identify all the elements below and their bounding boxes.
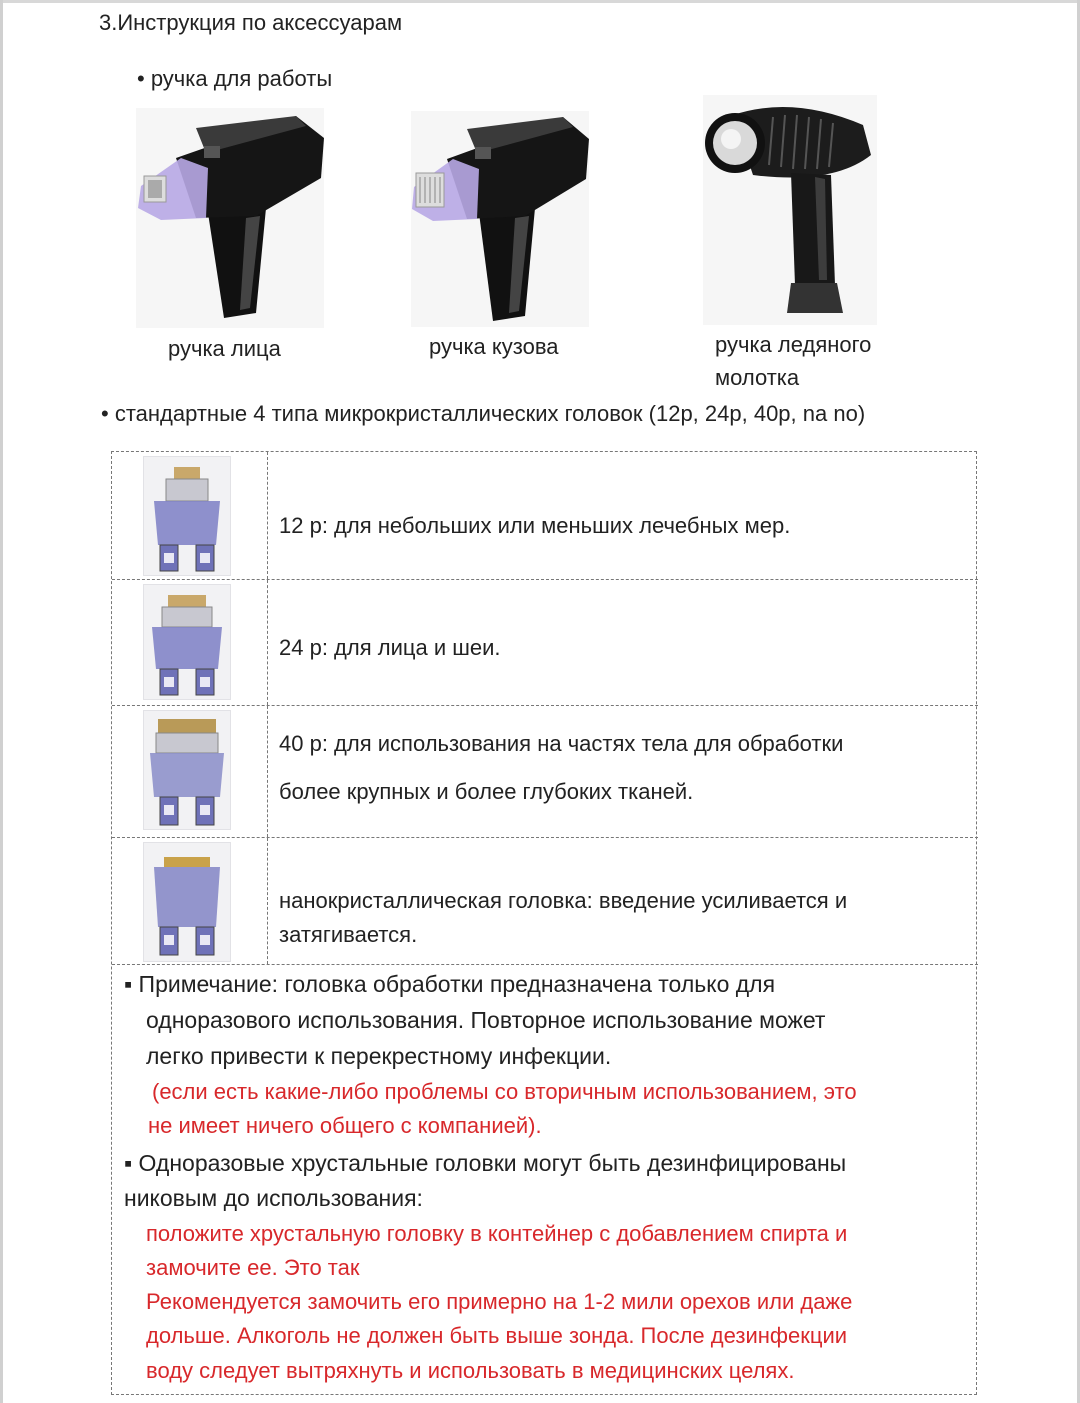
note2-red-line3: Рекомендуется замочить его примерно на 1-2 мили орехов или даже (146, 1289, 853, 1314)
face-handle-caption: ручка лица (168, 336, 281, 361)
note1-line3: легко привести к перекрестному инфекции. (146, 1043, 612, 1069)
heads-table (111, 451, 977, 1395)
head-40p-image (143, 710, 231, 830)
head-row-24p (112, 580, 978, 706)
ice-hammer-caption-line2: молотка (715, 365, 800, 390)
note2-red-line5: воду следует вытряхнуть и использовать в медицинских целях. (146, 1358, 795, 1383)
head-image-cell (112, 706, 268, 837)
head-nano-text (279, 884, 847, 952)
note2-line2: никовым до использования: (124, 1185, 423, 1211)
head-12p-image (143, 456, 231, 576)
note2-red-line2: замочите ее. Это так (146, 1255, 360, 1280)
note2-line1: ▪ Одноразовые хрустальные головки могут быть дезинфицированы (124, 1150, 847, 1176)
note1-line2: одноразового использования. Повторное использование может (146, 1007, 826, 1033)
page-top-edge (0, 0, 1080, 3)
face-handle-image (136, 108, 324, 328)
head-nano-text-line2: затягивается. (279, 922, 418, 947)
head-40p-text-line2: более крупных и более глубоких тканей. (279, 779, 694, 804)
section-heading: 3.Инструкция по аксессуарам (99, 10, 403, 35)
note1-red-line2: не имеет ничего общего с компанией). (148, 1113, 542, 1138)
head-40p-text (279, 720, 843, 816)
note1-line1: ▪ Примечание: головка обработки предназначена только для (124, 971, 776, 997)
note2-red-line1: положите хрустальную головку в контейнер с добавлением спирта и (146, 1221, 848, 1246)
head-row-12p (112, 452, 978, 580)
handles-bullet: • ручка для работы (137, 66, 333, 91)
head-40p-text-line1: 40 р: для использования на частях тела для обработки (279, 731, 844, 756)
head-12p-text: 12 р: для небольших или меньших лечебных мер. (279, 513, 791, 538)
head-nano-image (143, 842, 231, 962)
head-image-cell (112, 452, 268, 579)
heads-bullet: • стандартные 4 типа микрокристаллических головок (12р, 24р, 40р, na no) (101, 401, 866, 426)
body-handle-caption: ручка кузова (429, 334, 559, 359)
head-image-cell (112, 838, 268, 964)
note2-red-line4: дольше. Алкоголь не должен быть выше зонда. После дезинфекции (146, 1323, 848, 1348)
head-24p-image (143, 584, 231, 700)
note1-red-line1: (если есть какие-либо проблемы со вторичным использованием, это (152, 1079, 857, 1104)
page-left-edge (0, 0, 3, 1403)
head-nano-text-line1: нанокристаллическая головка: введение усиливается и (279, 888, 848, 913)
head-row-nano (112, 838, 978, 965)
body-handle-image (411, 111, 589, 327)
ice-hammer-handle-image (703, 95, 877, 325)
ice-hammer-caption (715, 328, 871, 394)
head-24p-text: 24 р: для лица и шеи. (279, 635, 501, 660)
ice-hammer-caption-line1: ручка ледяного (715, 332, 872, 357)
head-image-cell (112, 580, 268, 705)
head-row-40p (112, 706, 978, 838)
